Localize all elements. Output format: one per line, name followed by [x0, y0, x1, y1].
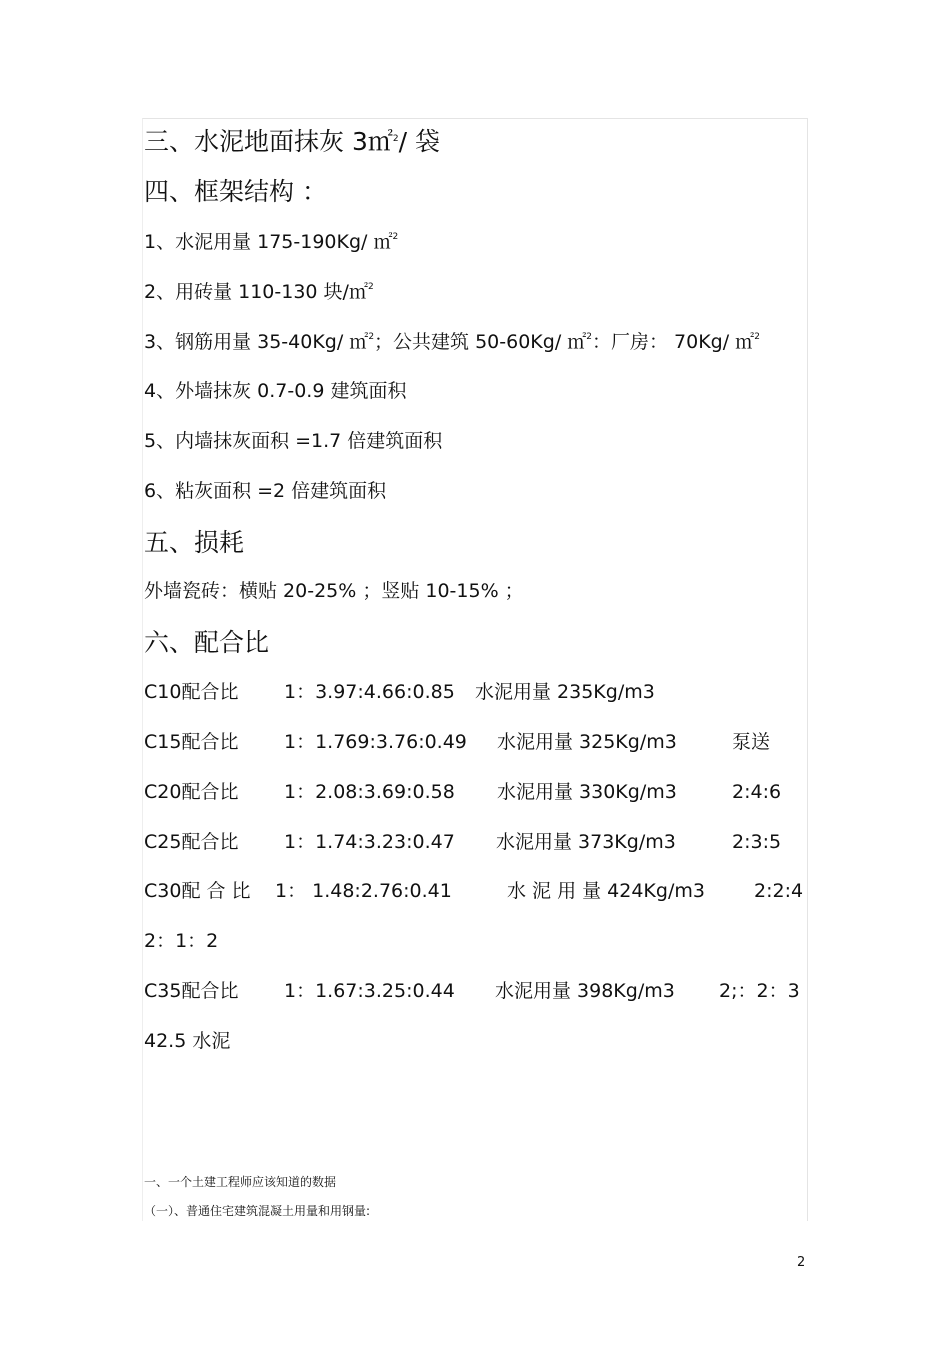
- item-rebar-usage-b: ；公共建筑 50-60Kg/ ㎡: [374, 331, 587, 353]
- mix-ratio: 1：1.74:3.23:0.47: [284, 831, 455, 853]
- mix-grade: C15配合比: [144, 731, 239, 753]
- superscript-2: 2: [392, 134, 399, 144]
- mix-cement: 水泥用量 235Kg/m3: [475, 681, 655, 703]
- heading-frame-structure: 四、框架结构 ：: [144, 177, 327, 206]
- page-number: 2: [797, 1255, 806, 1270]
- heading-cement-floor-text: 三、水泥地面抹灰 3㎡: [144, 127, 393, 156]
- superscript-2: 2: [368, 332, 375, 342]
- mix-grade: C25配合比: [144, 831, 239, 853]
- mix-cement: 水 泥 用 量 424Kg/m3: [507, 880, 705, 902]
- item-interior-plaster: 5、内墙抹灰面积 =1.7 倍建筑面积: [144, 430, 443, 452]
- heading-loss: 五、损耗: [144, 528, 245, 557]
- mix-ratio: 1：3.97:4.66:0.85: [284, 681, 455, 703]
- item-cement-usage: [144, 233, 398, 252]
- heading-cement-floor-unit: / 袋: [398, 127, 440, 156]
- mix-note: 2:4:6: [732, 781, 782, 803]
- item-rebar-usage: [144, 333, 760, 352]
- item-rebar-usage-c: ：厂房： 70Kg/ ㎡: [592, 331, 755, 353]
- item-rebar-usage-a: 3、钢筋用量 35-40Kg/ ㎡: [144, 331, 369, 353]
- item-brick-usage: [144, 283, 374, 302]
- mix-ratio: 1：1.67:3.25:0.44: [284, 980, 455, 1002]
- mix-grade: C10配合比: [144, 681, 239, 703]
- mix-note: 泵送: [732, 731, 771, 753]
- mix-cement: 水泥用量 325Kg/m3: [497, 731, 677, 753]
- mix-grade: C35配合比: [144, 980, 239, 1002]
- footer-line-1: 一、一个土建工程师应该知道的数据: [144, 1175, 337, 1189]
- item-cement-usage-text: 1、水泥用量 175-190Kg/ ㎡: [144, 231, 393, 253]
- item-exterior-tile: 外墙瓷砖：横贴 20-25% ；竖贴 10-15% ；: [144, 580, 524, 602]
- superscript-2: 2: [586, 332, 592, 342]
- mix-cement: 水泥用量 373Kg/m3: [496, 831, 676, 853]
- mix-cement: 水泥用量 330Kg/m3: [497, 781, 677, 803]
- mix-grade: C20配合比: [144, 781, 239, 803]
- mix-ratio: 1： 1.48:2.76:0.41: [275, 880, 452, 902]
- superscript-2: 2: [367, 282, 374, 292]
- mix-note: 2:2:4: [754, 880, 804, 902]
- mix-cement: 水泥用量 398Kg/m3: [495, 980, 675, 1002]
- mix-ratio: 1：2.08:3.69:0.58: [284, 781, 455, 803]
- cement-grade: 42.5 水泥: [144, 1030, 231, 1052]
- superscript-2: 2: [754, 332, 760, 342]
- mix-note: 2:3:5: [732, 831, 782, 853]
- mix-continuation: 2：1：2: [144, 930, 219, 952]
- item-brick-usage-text: 2、用砖量 110-130 块/㎡: [144, 281, 368, 303]
- mix-note: 2;：2：3: [719, 980, 800, 1002]
- heading-mix-ratio: 六、配合比: [144, 628, 270, 657]
- item-adhesive-area: 6、粘灰面积 =2 倍建筑面积: [144, 480, 387, 502]
- footer-line-2: （一）、普通住宅建筑混凝土用量和用钢量:: [144, 1204, 371, 1218]
- superscript-2: 2: [392, 232, 399, 242]
- item-exterior-plaster: 4、外墙抹灰 0.7-0.9 建筑面积: [144, 380, 407, 402]
- mix-ratio: 1：1.769:3.76:0.49: [284, 731, 467, 753]
- heading-cement-floor: [144, 129, 440, 154]
- mix-grade: C30配 合 比: [144, 880, 251, 902]
